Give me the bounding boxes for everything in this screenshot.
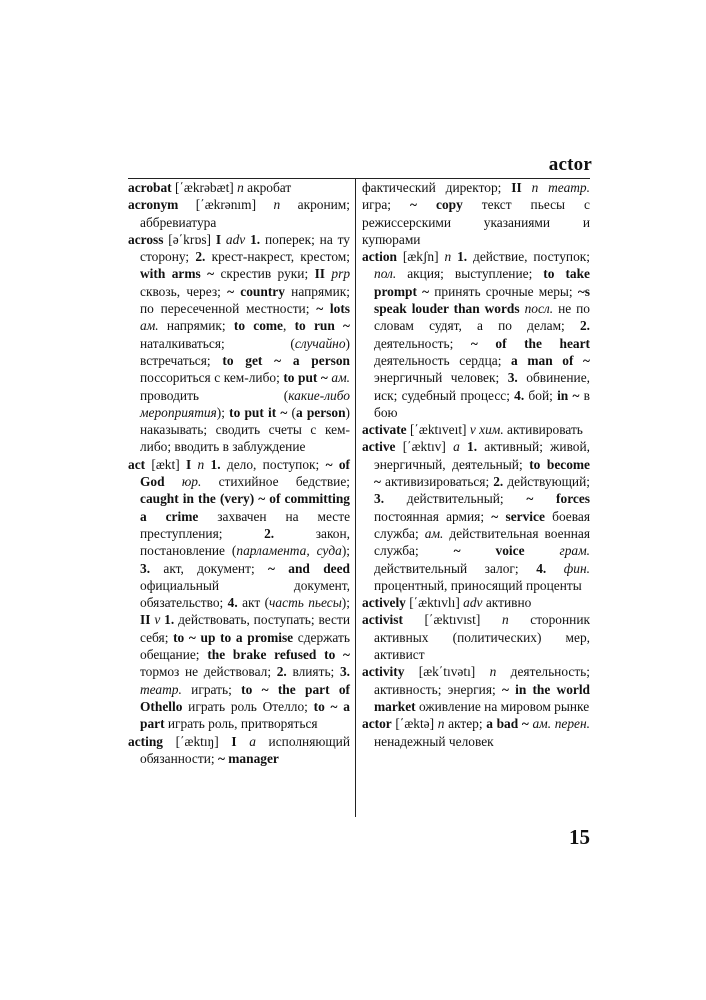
bold-phrase: to get ~ a person bbox=[222, 352, 350, 368]
entry-text: боевая служба; bbox=[374, 508, 590, 541]
dictionary-entry-acronym bbox=[128, 196, 350, 231]
entry-text: активизироваться; bbox=[380, 474, 494, 490]
page-number: 15 bbox=[569, 825, 590, 849]
bold-phrase: ~s speak louder than words bbox=[374, 283, 590, 317]
running-head: actor bbox=[548, 154, 592, 175]
entry-text: акция; выступление; bbox=[396, 266, 544, 282]
italic-label: юр. bbox=[181, 474, 202, 490]
bold-phrase: ~ voice bbox=[453, 543, 525, 559]
dictionary-entry-actor bbox=[362, 715, 590, 750]
entry-text: активировать bbox=[503, 422, 583, 438]
entry-text bbox=[165, 474, 182, 489]
bold-phrase: 4. bbox=[536, 560, 547, 576]
italic-label: часть пьесы bbox=[269, 595, 342, 611]
headword: act bbox=[128, 456, 146, 472]
bold-phrase: 3. bbox=[339, 664, 350, 680]
entry-text: действующий; bbox=[503, 474, 590, 490]
bold-phrase: to ~ up to a promise bbox=[173, 629, 294, 645]
bold-phrase: 4. bbox=[514, 387, 525, 403]
headword: action bbox=[362, 249, 397, 265]
bold-phrase: 2. bbox=[264, 525, 275, 541]
bold-phrase: 2. bbox=[195, 249, 206, 265]
bold-phrase: 1. bbox=[457, 249, 468, 265]
italic-label: a bbox=[249, 733, 256, 749]
bold-phrase: a man of ~ bbox=[511, 352, 590, 368]
entry-text: [΄æktıvıst] bbox=[402, 612, 502, 628]
bold-phrase: I bbox=[231, 733, 237, 749]
entry-text: поперек; на ту сторону; bbox=[140, 231, 350, 265]
entry-text: [΄æktıŋ] bbox=[162, 733, 232, 749]
bold-phrase: to become ~ bbox=[374, 456, 590, 490]
entry-text: ( bbox=[287, 404, 296, 420]
italic-label: n bbox=[437, 716, 445, 732]
bold-phrase: 3. bbox=[374, 491, 385, 507]
entry-text: оживление на мировом рынке bbox=[415, 698, 590, 714]
bold-phrase: II bbox=[314, 266, 325, 282]
dictionary-entry-actively bbox=[362, 594, 590, 611]
left-column bbox=[128, 179, 350, 767]
italic-label: случайно bbox=[294, 335, 346, 351]
bold-phrase: 1. bbox=[210, 456, 221, 472]
entry-text: [æk΄tıvətı] bbox=[404, 664, 490, 680]
headword: activate bbox=[362, 422, 407, 438]
bold-phrase: to ~ the part of Othello bbox=[140, 681, 351, 714]
entry-text: исполняющий обязанности; bbox=[140, 733, 350, 766]
entry-text: стихийное бедствие; bbox=[201, 474, 350, 490]
entry-text: бой; bbox=[524, 387, 558, 403]
entry-text bbox=[525, 543, 560, 558]
entry-text: проводить ( bbox=[140, 387, 289, 403]
entry-text: [΄ækrəbæt] bbox=[171, 180, 238, 195]
bold-phrase: ~ of God bbox=[140, 456, 350, 490]
entry-text: текст пьесы с режиссерскими указаниями и купюрами bbox=[362, 197, 590, 247]
entry-text: акт, документ; bbox=[150, 560, 268, 576]
italic-label: n bbox=[237, 180, 244, 195]
italic-label: театр. bbox=[140, 681, 182, 697]
entry-text: сдержать обещание; bbox=[140, 629, 350, 663]
dictionary-entry-action bbox=[362, 248, 590, 421]
entry-text: не по словам судят, а по делам; bbox=[374, 301, 590, 334]
column-divider bbox=[355, 179, 356, 817]
entry-text: напрямик; по пересеченной местности; bbox=[140, 283, 350, 317]
entry-text: ) встречаться; bbox=[140, 335, 350, 368]
entry-text: [΄æktıveıt] bbox=[406, 422, 470, 438]
entry-text: [ə΄krɒs] bbox=[163, 231, 216, 247]
entry-text: сторонник активных (политических) мер, активист bbox=[374, 612, 590, 663]
bold-phrase: 2. bbox=[579, 318, 590, 334]
dictionary-entry-acrobat bbox=[128, 179, 350, 196]
entry-text: [ækt] bbox=[145, 456, 186, 472]
bold-phrase: to ~ a part bbox=[140, 698, 350, 732]
entry-text: акт ( bbox=[237, 595, 270, 611]
entry-continuation bbox=[362, 179, 590, 248]
italic-label: какие-либо мероприятия bbox=[140, 387, 350, 420]
entry-text: в бою bbox=[374, 387, 590, 420]
bold-phrase: 4. bbox=[227, 595, 238, 611]
bold-phrase: to run ~ bbox=[294, 318, 350, 334]
italic-label: ам. bbox=[424, 525, 444, 541]
entry-text bbox=[460, 439, 467, 454]
italic-label: посл. bbox=[524, 301, 554, 317]
headword: actor bbox=[362, 716, 392, 732]
entry-text: ненадежный человек bbox=[374, 733, 494, 749]
entry-text bbox=[237, 734, 250, 749]
entry-text: крест-накрест, крестом; bbox=[205, 249, 350, 265]
headword: acrobat bbox=[128, 180, 172, 195]
entry-text: действительный; bbox=[384, 491, 527, 507]
italic-label: парламента, суда bbox=[236, 543, 342, 559]
bold-phrase: to take prompt ~ bbox=[374, 266, 590, 299]
entry-text: [΄æktıvlı] bbox=[405, 595, 464, 611]
entry-text: поссориться с кем-либо; bbox=[140, 370, 284, 386]
entry-text: постоянная армия; bbox=[374, 508, 492, 524]
bold-phrase: ~ forces bbox=[526, 491, 590, 507]
headword: activity bbox=[362, 664, 405, 680]
italic-label: n bbox=[273, 197, 281, 213]
entry-text: активно bbox=[482, 595, 532, 611]
bold-phrase: 3. bbox=[140, 560, 151, 576]
bold-phrase: 1. bbox=[250, 231, 261, 247]
bold-phrase: 1. bbox=[467, 439, 478, 455]
entry-text: действительный залог; bbox=[374, 560, 537, 576]
italic-label: ам. bbox=[140, 318, 159, 334]
italic-label: v хим. bbox=[469, 422, 504, 438]
dictionary-entry-acting bbox=[128, 733, 350, 768]
bold-phrase: II bbox=[511, 180, 522, 195]
entry-text: деятельность; активность; энергия; bbox=[374, 664, 590, 697]
headword: active bbox=[362, 439, 396, 455]
entry-text: акробат bbox=[243, 180, 292, 195]
entry-text: процентный, приносящий проценты bbox=[374, 577, 582, 593]
italic-label: n bbox=[489, 664, 497, 680]
entry-text: тормоз не действовал; bbox=[140, 664, 277, 680]
entry-text: влиять; bbox=[286, 664, 340, 680]
entry-text: [ækʃn] bbox=[396, 249, 445, 265]
entry-text: напрямик; bbox=[158, 318, 234, 334]
entry-text: деятельность; bbox=[374, 335, 471, 351]
headword: acting bbox=[128, 733, 163, 749]
entry-text: принять срочные меры; bbox=[429, 283, 578, 299]
entry-text: действовать, поступать; вести себя; bbox=[140, 612, 350, 645]
dictionary-entry-activist bbox=[362, 611, 590, 663]
bold-phrase: I bbox=[185, 456, 192, 472]
entry-text: действительная военная служба; bbox=[374, 525, 590, 559]
italic-label: prp bbox=[331, 266, 351, 282]
bold-phrase: to come bbox=[233, 318, 283, 334]
entry-text: играть роль Отелло; bbox=[182, 698, 314, 714]
right-column bbox=[362, 179, 590, 750]
italic-label: пол. bbox=[374, 266, 397, 282]
bold-phrase: I bbox=[215, 231, 222, 247]
dictionary-entry-activity bbox=[362, 663, 590, 715]
bold-phrase: ~ and deed bbox=[268, 560, 350, 576]
italic-label: v bbox=[154, 612, 161, 628]
italic-label: adv bbox=[463, 595, 483, 611]
italic-label: adv bbox=[225, 231, 246, 247]
bold-phrase: to put it ~ bbox=[229, 404, 288, 420]
bold-phrase: ~ in the world market bbox=[374, 681, 590, 714]
italic-label: n театр. bbox=[531, 180, 590, 195]
entry-text: ); bbox=[341, 543, 350, 559]
headword: acronym bbox=[128, 197, 179, 213]
entry-text: деятельность сердца; bbox=[374, 352, 512, 368]
italic-label: грам. bbox=[559, 543, 590, 559]
entry-text: обвинение, иск; судебный процесс; bbox=[374, 370, 590, 403]
entry-text: действие, поступок; bbox=[467, 249, 590, 265]
entry-text: актер; bbox=[444, 716, 487, 732]
bold-phrase: a person bbox=[295, 404, 346, 420]
bold-phrase: with arms ~ bbox=[140, 266, 215, 282]
entry-text: энергичный человек; bbox=[374, 370, 508, 386]
bold-phrase: 2. bbox=[276, 664, 287, 680]
headword: across bbox=[128, 231, 164, 247]
italic-label: n bbox=[444, 249, 452, 265]
entry-text: игра; bbox=[362, 197, 411, 213]
bold-phrase: II bbox=[140, 612, 151, 628]
entry-text: , bbox=[283, 318, 295, 334]
italic-label: ам. перен. bbox=[532, 716, 590, 732]
entry-text: [΄æktə] bbox=[391, 716, 438, 732]
bold-phrase: 2. bbox=[493, 474, 504, 490]
entry-text: [΄ækrənım] bbox=[178, 197, 274, 213]
bold-phrase: a bad ~ bbox=[486, 716, 529, 732]
bold-phrase: the brake refused to ~ bbox=[207, 647, 351, 663]
italic-label: ам. bbox=[331, 370, 350, 386]
bold-phrase: ~ service bbox=[491, 508, 545, 524]
entry-text: активный; живой, энергичный, деятельный; bbox=[374, 439, 591, 472]
entry-text: [΄æktıv] bbox=[395, 439, 454, 455]
bold-phrase: ~ of the heart bbox=[470, 335, 590, 351]
headword: activist bbox=[362, 612, 403, 628]
bold-phrase: ~ copy bbox=[410, 197, 463, 213]
bold-phrase: in ~ bbox=[557, 387, 580, 403]
dictionary-entry-activate bbox=[362, 421, 590, 438]
entry-text: захвачен на месте преступления; bbox=[140, 508, 351, 541]
entry-text: наталкиваться; ( bbox=[140, 335, 295, 351]
dictionary-entry-act bbox=[128, 456, 350, 733]
entry-text: скрестив руки; bbox=[214, 266, 315, 282]
entry-text: ); bbox=[341, 595, 350, 611]
bold-phrase: ~ country bbox=[227, 283, 285, 299]
entry-text: ) наказывать; сводить счеты с кем-либо; вводить в заблуждение bbox=[140, 404, 350, 455]
entry-text: официальный документ, обязательство; bbox=[140, 577, 350, 611]
bold-phrase: caught in the (very) ~ of committing a crime bbox=[140, 491, 350, 524]
italic-label: n bbox=[197, 456, 205, 472]
entry-text: сквозь, через; bbox=[140, 283, 228, 299]
entry-text: играть роль, притворяться bbox=[164, 716, 318, 732]
entry-text: фактический директор; bbox=[362, 180, 512, 195]
entry-text: дело, поступок; bbox=[220, 456, 326, 472]
entry-text: играть; bbox=[181, 681, 242, 697]
bold-phrase: ~ lots bbox=[316, 301, 350, 317]
headword: actively bbox=[362, 595, 406, 611]
entry-text: закон, постановление ( bbox=[140, 525, 350, 559]
bold-phrase: to put ~ bbox=[283, 370, 328, 386]
bold-phrase: 1. bbox=[164, 612, 175, 628]
italic-label: фин. bbox=[563, 560, 590, 576]
italic-label: a bbox=[453, 439, 460, 455]
entry-text: ); bbox=[216, 404, 230, 420]
dictionary-entry-active bbox=[362, 438, 590, 594]
italic-label: n bbox=[501, 612, 509, 628]
bold-phrase: 3. bbox=[507, 370, 518, 386]
entry-text bbox=[522, 180, 532, 195]
entry-text: акроним; аббревиатура bbox=[140, 197, 351, 230]
entry-text bbox=[546, 561, 564, 576]
bold-phrase: ~ manager bbox=[217, 750, 279, 766]
dictionary-entry-across bbox=[128, 231, 350, 456]
